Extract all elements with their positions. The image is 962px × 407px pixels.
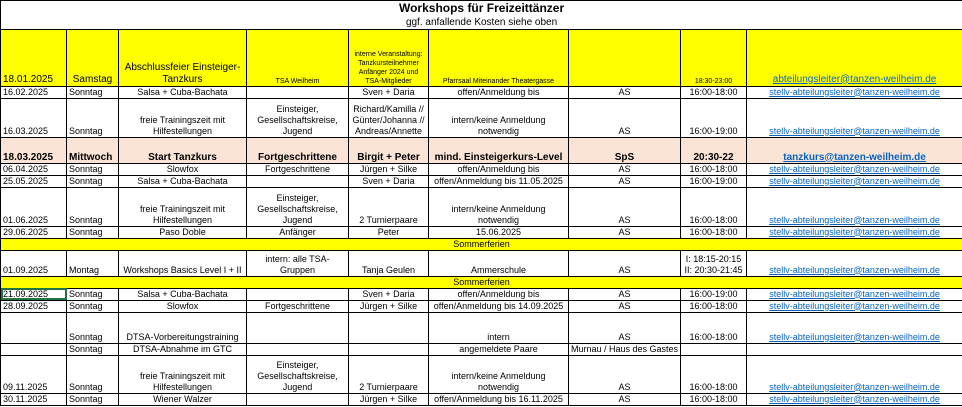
row-trainer[interactable]: Sven + Daria — [349, 175, 429, 187]
row-day[interactable]: Sonntag — [67, 175, 119, 187]
row-location[interactable]: intern/keine Anmeldung notwendig — [429, 187, 569, 226]
row-date[interactable]: 16.02.2025 — [1, 86, 67, 98]
row-level[interactable]: AS — [569, 312, 681, 343]
row-location[interactable]: offen/Anmeldung bis 16.11.2025 — [429, 393, 569, 405]
row-trainer[interactable]: Peter — [349, 226, 429, 238]
row-level[interactable]: AS — [569, 187, 681, 226]
header-contact-link[interactable]: abteilungsleiter@tanzen-weilheim.de — [772, 73, 937, 85]
row-contact[interactable] — [747, 393, 962, 405]
row-date[interactable]: 09.11.2025 — [1, 355, 67, 393]
row-date[interactable]: 01.09.2025 — [1, 250, 67, 276]
row-contact-link[interactable]: stellv-abteilungsleiter@tanzen-weilheim.de — [769, 125, 940, 136]
row-contact[interactable] — [747, 98, 962, 137]
row-contact-link[interactable]: stellv-abteilungsleiter@tanzen-weilheim.de — [769, 288, 940, 299]
row-level[interactable]: AS — [569, 250, 681, 276]
row-contact[interactable] — [747, 187, 962, 226]
header-date[interactable]: 18.01.2025 — [1, 29, 67, 86]
row-time-level2: II: 20:30-21:45 — [684, 264, 743, 275]
section-summer-break[interactable]: Sommerferien — [1, 276, 962, 288]
row-time[interactable]: 16:00-19:00 — [681, 175, 747, 187]
row-day[interactable]: Sonntag — [67, 163, 119, 175]
row-level[interactable]: Murnau / Haus des Gastes — [569, 343, 681, 355]
row-location[interactable]: offen/Anmeldung bis 14.09.2025 — [429, 300, 569, 312]
row-contact[interactable] — [747, 175, 962, 187]
row-contact[interactable] — [747, 288, 962, 300]
row-trainer[interactable]: Birgit + Peter — [349, 137, 429, 163]
row-trainer[interactable]: 2 Turnierpaare — [349, 187, 429, 226]
row-day[interactable]: Sonntag — [67, 393, 119, 405]
row-level[interactable]: SpS — [569, 137, 681, 163]
row-contact-link[interactable]: stellv-abteilungsleiter@tanzen-weilheim.de — [769, 393, 940, 404]
sheet-subtitle[interactable]: ggf. anfallende Kosten siehe oben — [1, 16, 962, 29]
row-group[interactable] — [247, 175, 349, 187]
row-location[interactable]: angemeldete Paare — [429, 343, 569, 355]
row-group[interactable]: Einsteiger, Gesellschaftskreise, Jugend — [247, 187, 349, 226]
row-contact[interactable] — [747, 226, 962, 238]
row-trainer[interactable]: Sven + Daria — [349, 86, 429, 98]
row-time[interactable]: 16:00-18:00 — [681, 86, 747, 98]
row-level[interactable]: AS — [569, 163, 681, 175]
row-level[interactable]: AS — [569, 393, 681, 405]
row-contact-link[interactable]: stellv-abteilungsleiter@tanzen-weilheim.de — [769, 300, 940, 311]
section-summer-break[interactable]: Sommerferien — [1, 238, 962, 250]
header-event[interactable]: Abschlussfeier Einsteiger-Tanzkurs — [119, 29, 247, 86]
row-location[interactable]: offen/Anmeldung bis — [429, 86, 569, 98]
row-date[interactable] — [1, 312, 67, 343]
row-trainer[interactable] — [349, 343, 429, 355]
row-event[interactable]: Paso Doble — [119, 226, 247, 238]
row-trainer[interactable]: 2 Turnierpaare — [349, 355, 429, 393]
row-trainer[interactable] — [349, 312, 429, 343]
row-day[interactable]: Sonntag — [67, 288, 119, 300]
row-date[interactable]: 01.06.2025 — [1, 187, 67, 226]
row-event[interactable]: freie Trainingszeit mit Hilfestellungen — [119, 187, 247, 226]
row-contact[interactable] — [747, 300, 962, 312]
row-trainer[interactable]: Richard/Kamilla // Günter/Johanna // Andreas/Annette — [349, 98, 429, 137]
row-event[interactable]: DTSA-Vorbereitungstraining — [119, 312, 247, 343]
row-day[interactable]: Sonntag — [67, 355, 119, 393]
row-contact[interactable] — [747, 343, 962, 355]
header-location[interactable]: Pfarrsaal Miteinander Theatergasse — [429, 29, 569, 86]
header-contact[interactable] — [747, 29, 962, 86]
row-event[interactable]: Salsa + Cuba-Bachata — [119, 175, 247, 187]
row-time[interactable]: 16:00-19:00 — [681, 98, 747, 137]
row-day[interactable]: Mittwoch — [67, 137, 119, 163]
row-event[interactable]: Start Tanzkurs — [119, 137, 247, 163]
row-day[interactable]: Sonntag — [67, 343, 119, 355]
row-contact-link[interactable]: stellv-abteilungsleiter@tanzen-weilheim.de — [769, 264, 940, 275]
row-level[interactable]: AS — [569, 288, 681, 300]
row-date[interactable]: 18.03.2025 — [1, 137, 67, 163]
row-location[interactable]: 15.06.2025 — [429, 226, 569, 238]
row-day[interactable]: Sonntag — [67, 86, 119, 98]
row-time-level1: I: 18:15-20:15 — [685, 253, 742, 264]
row-contact[interactable] — [747, 163, 962, 175]
row-level[interactable]: AS — [569, 355, 681, 393]
row-day[interactable]: Sonntag — [67, 312, 119, 343]
row-contact-link[interactable]: stellv-abteilungsleiter@tanzen-weilheim.de — [769, 226, 940, 237]
row-trainer[interactable]: Jürgen + Silke — [349, 393, 429, 405]
row-level[interactable]: AS — [569, 175, 681, 187]
row-time[interactable]: 16:00-18:00 — [681, 312, 747, 343]
row-event[interactable]: DTSA-Abnahme im GTC — [119, 343, 247, 355]
row-day[interactable]: Sonntag — [67, 226, 119, 238]
row-group[interactable] — [247, 393, 349, 405]
row-trainer[interactable]: Jürgen + Silke — [349, 300, 429, 312]
row-date[interactable] — [1, 343, 67, 355]
row-event[interactable]: Workshops Basics Level I + II — [119, 250, 247, 276]
row-location[interactable]: offen/Anmeldung bis — [429, 163, 569, 175]
row-contact-link[interactable]: stellv-abteilungsleiter@tanzen-weilheim.de — [769, 163, 940, 174]
row-level[interactable]: AS — [569, 300, 681, 312]
row-event[interactable]: Slowfox — [119, 300, 247, 312]
row-location[interactable]: mind. Einsteigerkurs-Level — [429, 137, 569, 163]
row-location[interactable]: offen/Anmeldung bis 11.05.2025 — [429, 175, 569, 187]
row-contact-link[interactable]: stellv-abteilungsleiter@tanzen-weilheim.de — [769, 175, 940, 186]
row-level[interactable]: AS — [569, 98, 681, 137]
row-day[interactable]: Sonntag — [67, 98, 119, 137]
row-trainer[interactable]: Jürgen + Silke — [349, 163, 429, 175]
row-date[interactable]: 28.09.2025 — [1, 300, 67, 312]
row-contact-link[interactable]: stellv-abteilungsleiter@tanzen-weilheim.de — [769, 381, 940, 392]
row-date[interactable]: 06.04.2025 — [1, 163, 67, 175]
row-time[interactable]: 16:00-19:00 — [681, 288, 747, 300]
row-event[interactable]: Wiener Walzer — [119, 393, 247, 405]
row-event[interactable]: freie Trainingszeit mit Hilfestellungen — [119, 355, 247, 393]
row-event[interactable]: freie Trainingszeit mit Hilfestellungen — [119, 98, 247, 137]
row-group[interactable]: Fortgeschrittene — [247, 300, 349, 312]
row-date[interactable]: 29.06.2025 — [1, 226, 67, 238]
header-day[interactable]: Samstag — [67, 29, 119, 86]
row-contact[interactable] — [747, 250, 962, 276]
row-group[interactable] — [247, 288, 349, 300]
row-location[interactable]: Ammerschule — [429, 250, 569, 276]
row-group[interactable]: intern: alle TSA-Gruppen — [247, 250, 349, 276]
row-time[interactable]: 16:00-18:00 — [681, 355, 747, 393]
header-level[interactable] — [569, 29, 681, 86]
row-time[interactable]: 16:00-18:00 — [681, 300, 747, 312]
row-time[interactable]: 16:00-18:00 — [681, 163, 747, 175]
row-location[interactable]: intern — [429, 312, 569, 343]
row-time[interactable]: 20:30-22 — [681, 137, 747, 163]
row-contact-link[interactable]: stellv-abteilungsleiter@tanzen-weilheim.de — [769, 86, 940, 97]
row-group[interactable]: Einsteiger, Gesellschaftskreise, Jugend — [247, 355, 349, 393]
row-time[interactable]: 16:00-18:00 — [681, 187, 747, 226]
row-contact[interactable] — [747, 86, 962, 98]
row-contact[interactable] — [747, 355, 962, 393]
row-date[interactable]: 30.11.2025 — [1, 393, 67, 405]
row-group[interactable]: Einsteiger, Gesellschaftskreise, Jugend — [247, 98, 349, 137]
header-trainer[interactable]: interne Veranstaltung: Tanzkursteilnehmer Anfänger 2024 und TSA-Mitglieder — [349, 29, 429, 86]
row-group[interactable]: Anfänger — [247, 226, 349, 238]
row-event[interactable]: Slowfox — [119, 163, 247, 175]
row-contact-link[interactable]: stellv-abteilungsleiter@tanzen-weilheim.de — [769, 331, 940, 342]
header-group[interactable]: TSA Weilheim — [247, 29, 349, 86]
row-day[interactable]: Montag — [67, 250, 119, 276]
row-event[interactable]: Salsa + Cuba-Bachata — [119, 288, 247, 300]
row-trainer[interactable]: Sven + Daria — [349, 288, 429, 300]
row-time[interactable]: 16:00-18:00 — [681, 393, 747, 405]
row-contact[interactable] — [747, 312, 962, 343]
row-day[interactable]: Sonntag — [67, 187, 119, 226]
row-contact-link[interactable]: stellv-abteilungsleiter@tanzen-weilheim.de — [769, 214, 940, 225]
row-location[interactable]: intern/keine Anmeldung notwendig — [429, 355, 569, 393]
row-level[interactable]: AS — [569, 226, 681, 238]
row-date[interactable]: 21.09.2025 — [1, 288, 67, 300]
row-contact-link[interactable]: tanzkurs@tanzen-weilheim.de — [783, 151, 926, 163]
row-day[interactable]: Sonntag — [67, 300, 119, 312]
row-time[interactable]: 16:00-18:00 — [681, 226, 747, 238]
row-location[interactable]: offen/Anmeldung bis — [429, 288, 569, 300]
row-level[interactable]: AS — [569, 86, 681, 98]
row-group[interactable] — [247, 312, 349, 343]
row-time[interactable] — [681, 250, 747, 276]
header-time[interactable]: 18:30-23:00 — [681, 29, 747, 86]
row-time[interactable] — [681, 343, 747, 355]
sheet-title[interactable]: Workshops für Freizeittänzer — [1, 1, 962, 17]
row-group[interactable]: Fortgeschrittene — [247, 137, 349, 163]
row-trainer[interactable]: Tanja Geulen — [349, 250, 429, 276]
row-date[interactable]: 16.03.2025 — [1, 98, 67, 137]
row-contact[interactable] — [747, 137, 962, 163]
row-date[interactable]: 25.05.2025 — [1, 175, 67, 187]
row-group[interactable]: Fortgeschrittene — [247, 163, 349, 175]
row-group[interactable] — [247, 343, 349, 355]
row-event[interactable]: Salsa + Cuba-Bachata — [119, 86, 247, 98]
row-group[interactable] — [247, 86, 349, 98]
row-location[interactable]: intern/keine Anmeldung notwendig — [429, 98, 569, 137]
